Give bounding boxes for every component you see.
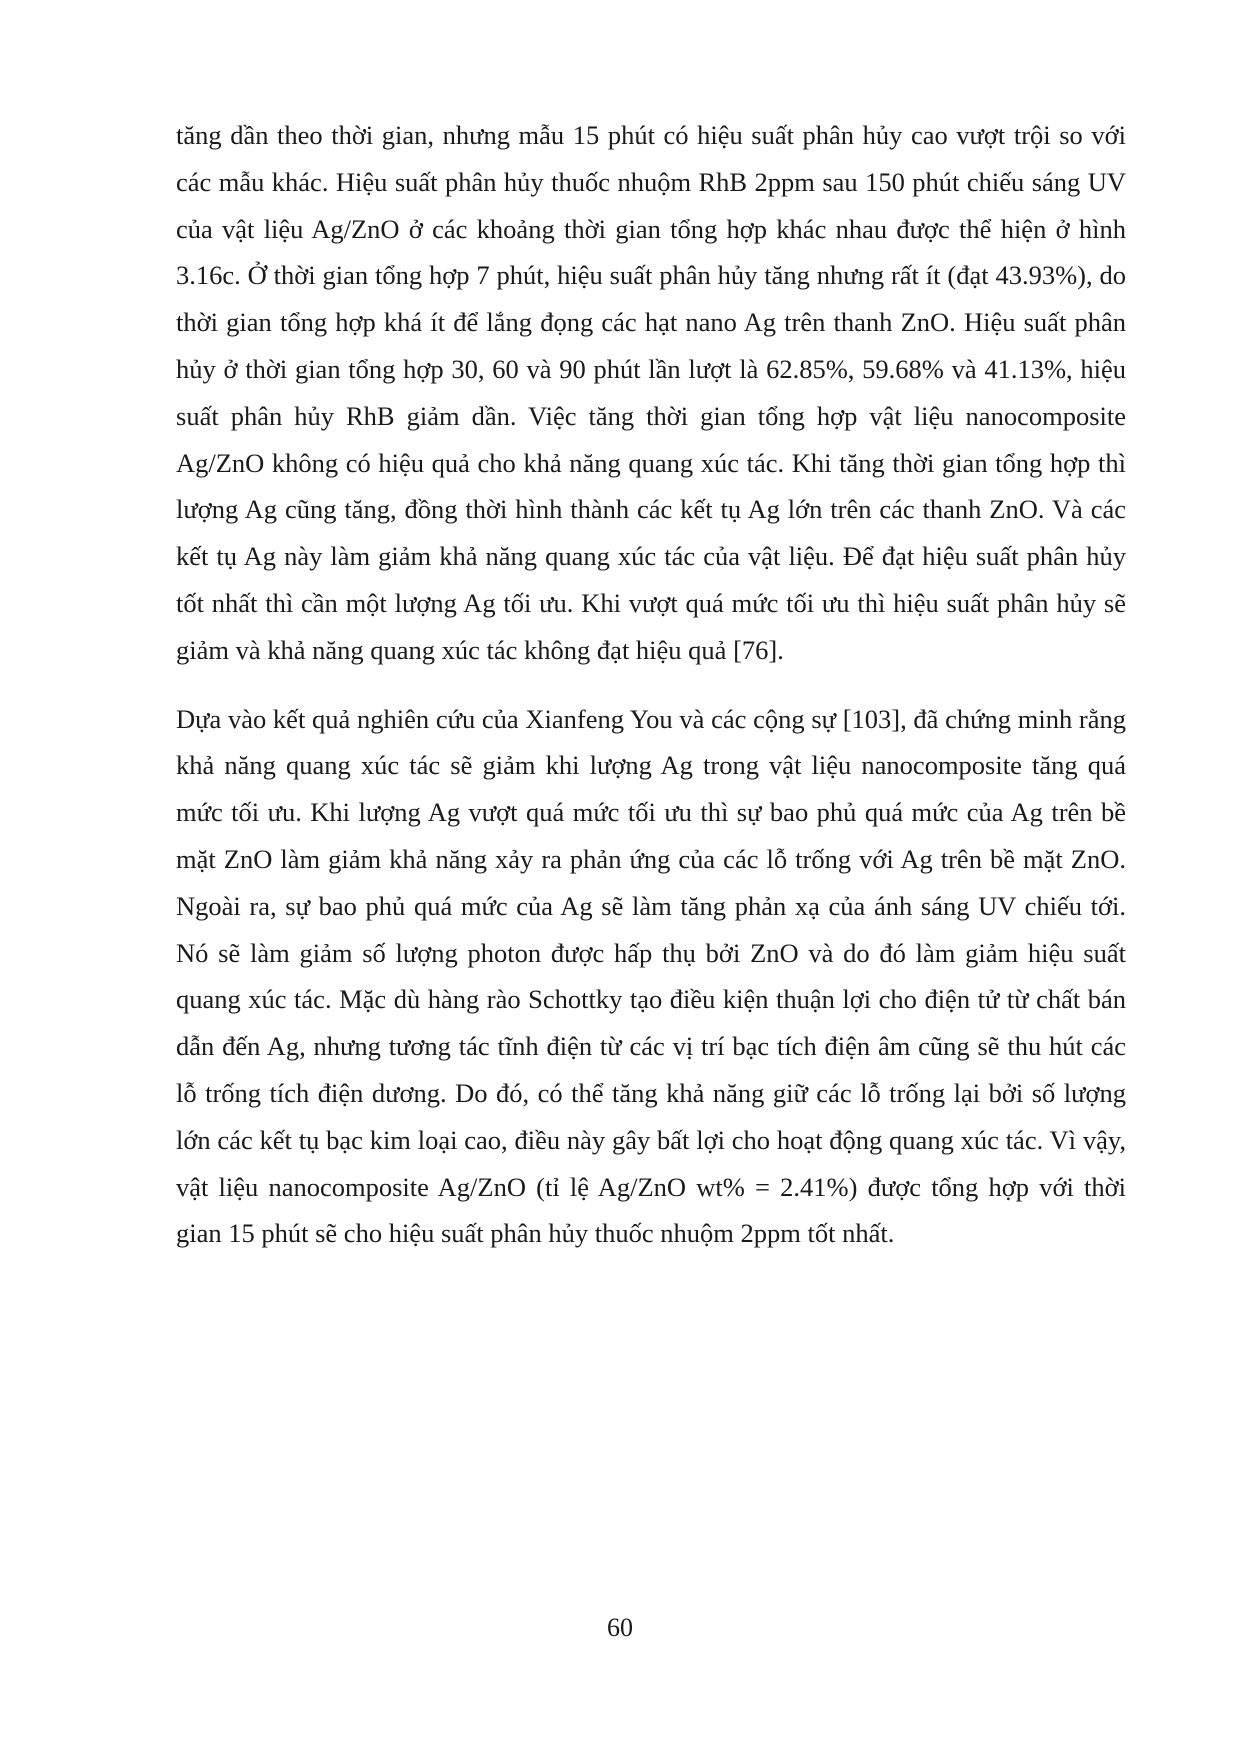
body-text (176, 112, 1126, 1257)
page-number: 60 (607, 1613, 633, 1642)
paragraph-2: Dựa vào kết quả nghiên cứu của Xianfeng You và các cộng sự [103], đã chứng minh rằng khả năng quang xúc tác sẽ giảm khi lượng Ag trong vật liệu nanocomposite tăng quá mức tối ưu. Khi lượng Ag vượt quá mức tối ưu thì sự bao phủ quá mức của Ag trên bề mặt ZnO làm giảm khả năng xảy ra phản ứng của các lỗ trống với Ag trên bề mặt ZnO. Ngoài ra, sự bao phủ quá mức của Ag sẽ làm tăng phản xạ của ánh sáng UV chiếu tới. Nó sẽ làm giảm số lượng photon được hấp thụ bởi ZnO và do đó làm giảm hiệu suất quang xúc tác. Mặc dù hàng rào Schottky tạo điều kiện thuận lợi cho điện tử từ chất bán dẫn đến Ag, nhưng tương tác tĩnh điện từ các vị trí bạc tích điện âm cũng sẽ thu hút các lỗ trống tích điện dương. Do đó, có thể tăng khả năng giữ các lỗ trống lại bởi số lượng lớn các kết tụ bạc kim loại cao, điều này gây bất lợi cho hoạt động quang xúc tác. Vì vậy, vật liệu nanocomposite Ag/ZnO (tỉ lệ Ag/ZnO wt% = 2.41%) được tổng hợp với thời gian 15 phút sẽ cho hiệu suất phân hủy thuốc nhuộm 2ppm tốt nhất. (176, 703, 1126, 1249)
paragraph-1: tăng dần theo thời gian, nhưng mẫu 15 phút có hiệu suất phân hủy cao vượt trội so với các mẫu khác. Hiệu suất phân hủy thuốc nhuộm RhB 2ppm sau 150 phút chiếu sáng UV của vật liệu Ag/ZnO ở các khoảng thời gian tổng hợp khác nhau được thể hiện ở hình 3.16c. Ở thời gian tổng hợp 7 phút, hiệu suất phân hủy tăng nhưng rất ít (đạt 43.93%), do thời gian tổng hợp khá ít để lắng đọng các hạt nano Ag trên thanh ZnO. Hiệu suất phân hủy ở thời gian tổng hợp 30, 60 và 90 phút lần lượt là 62.85%, 59.68% và 41.13%, hiệu suất phân hủy RhB giảm dần. Việc tăng thời gian tổng hợp vật liệu nanocomposite Ag/ZnO không có hiệu quả cho khả năng quang xúc tác. Khi tăng thời gian tổng hợp thì lượng Ag cũng tăng, đồng thời hình thành các kết tụ Ag lớn trên các thanh ZnO. Và các kết tụ Ag này làm giảm khả năng quang xúc tác của vật liệu. Để đạt hiệu suất phân hủy tốt nhất thì cần một lượng Ag tối ưu. Khi vượt quá mức tối ưu thì hiệu suất phân hủy sẽ giảm và khả năng quang xúc tác không đạt hiệu quả [76]. (176, 120, 1126, 665)
